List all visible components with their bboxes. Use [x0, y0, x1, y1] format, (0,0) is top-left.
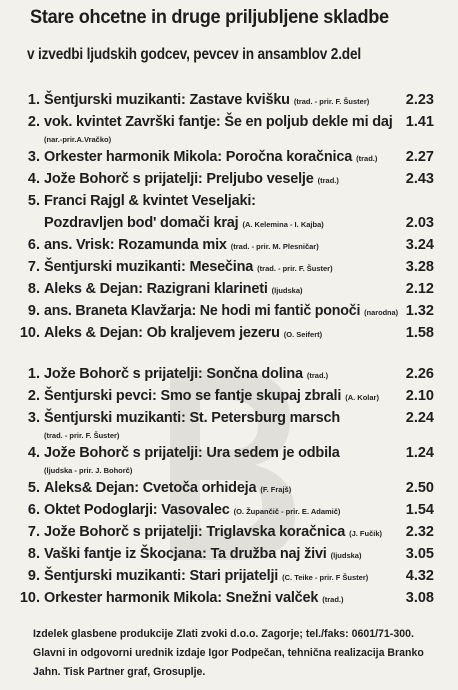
track-title: Šentjurski muzikanti: Zastave kvišku [44, 92, 290, 108]
track-row [0, 234, 458, 256]
track-duration: 2.50 [405, 480, 434, 496]
track-title-wrap [44, 407, 398, 429]
track-number: 10. [19, 590, 40, 606]
track-title: Jože Bohorč s prijatelji: Ura sedem je odbila [44, 445, 340, 461]
credits-footer [33, 625, 436, 682]
track-credit: (nar.-prir.A.Vračko) [44, 135, 112, 144]
track-row [0, 190, 458, 212]
track-duration: 2.10 [405, 388, 434, 404]
track-credit: (trad. - prir. F. Šuster) [257, 264, 333, 273]
track-duration: 1.41 [405, 114, 434, 130]
track-number: 5. [27, 193, 40, 209]
track-number: 6. [27, 237, 40, 253]
track-title-wrap [44, 442, 398, 464]
track-title-wrap [44, 234, 398, 258]
credits-line: Jahn. Tisk Partner graf, Grosuplje. [33, 666, 206, 678]
track-credit: (J. Fučik) [349, 529, 383, 538]
track-number: 2. [27, 388, 40, 404]
track-number: 4. [27, 445, 40, 461]
track-number: 9. [27, 568, 40, 584]
track-duration: 2.12 [405, 281, 434, 297]
track-title: Orkester harmonik Mikola: Snežni valček [44, 590, 319, 606]
track-duration: 2.26 [405, 366, 434, 382]
track-duration: 1.24 [405, 445, 434, 461]
track-number: 3. [27, 149, 40, 165]
track-credit: (trad.) [356, 154, 378, 163]
track-title: Aleks & Dejan: Razigrani klarineti [44, 281, 268, 297]
track-duration: 2.03 [405, 215, 434, 231]
track-credit: (C. Teike - prir. F Šuster) [282, 573, 369, 582]
track-row [0, 256, 458, 278]
track-credit: (trad.) [317, 176, 339, 185]
credits-line: Glavni in odgovorni urednik izdaje Igor Podpečan, tehnična realizacija Branko [33, 647, 424, 659]
track-title-wrap [44, 477, 398, 501]
track-credit: (ljudska) [330, 551, 362, 560]
track-number: 5. [27, 480, 40, 496]
track-title-wrap [44, 521, 398, 545]
track-title: ans. Vrisk: Rozamunda mix [44, 237, 227, 253]
side-b-tracklist [0, 363, 458, 609]
track-title: Oktet Podoglarji: Vasovalec [44, 502, 230, 518]
track-duration: 2.27 [405, 149, 434, 165]
track-row [0, 168, 458, 190]
track-title-wrap [44, 587, 398, 611]
track-duration: 3.28 [405, 259, 434, 275]
page-subtitle: v izvedbi ljudskih godcev, pevcev in ansamblov 2.del [27, 46, 361, 63]
page-title: Stare ohcetne in druge priljubljene skladbe [30, 6, 389, 28]
track-credit: (ljudska) [271, 286, 303, 295]
track-row [0, 300, 458, 322]
track-duration: 4.32 [405, 568, 434, 584]
track-credit: (O. Župančič - prir. E. Adamič) [233, 507, 341, 516]
track-title: Aleks& Dejan: Cvetoča orhideja [44, 480, 257, 496]
track-row [0, 111, 458, 133]
track-title: Jože Bohorč s prijatelji: Sončna dolina [44, 366, 303, 382]
track-title-wrap [44, 322, 398, 346]
track-number: 2. [27, 114, 40, 130]
track-credit: (A. Kolar) [345, 393, 379, 402]
track-title-wrap [44, 278, 398, 302]
track-title: Franci Rajgl & kvintet Veseljaki: [44, 193, 256, 209]
track-duration: 2.24 [405, 410, 434, 426]
track-credit: (trad.) [306, 371, 329, 380]
track-row [0, 363, 458, 385]
track-row [0, 499, 458, 521]
track-title-wrap [44, 565, 398, 589]
track-title-wrap [44, 212, 398, 236]
track-title: Jože Bohorč s prijatelji: Triglavska koračnica [44, 524, 346, 540]
track-title: Orkester harmonik Mikola: Poročna koračnica [44, 149, 353, 165]
track-duration: 3.05 [405, 546, 434, 562]
track-number: 9. [27, 303, 40, 319]
track-number: 1. [27, 92, 40, 108]
track-number: 7. [27, 524, 40, 540]
track-credit: (trad.) [322, 595, 344, 604]
track-title-wrap [44, 543, 398, 567]
track-title: Pozdravljen bod' domači kraj [44, 215, 239, 231]
track-row [0, 565, 458, 587]
track-duration: 2.32 [405, 524, 434, 540]
track-title: Šentjurski pevci: Smo se fantje skupaj zbrali [44, 388, 342, 404]
track-row [0, 212, 458, 234]
track-duration: 2.23 [405, 92, 434, 108]
track-title-wrap [44, 190, 398, 212]
track-row [0, 385, 458, 407]
track-title: Šentjurski muzikanti: Mesečina [44, 259, 254, 275]
track-credit: (trad. - prir. F. Šuster) [293, 97, 370, 106]
track-title: vok. kvintet Završki fantje: Še en poljub dekle mi daj [44, 114, 393, 130]
track-title-wrap [44, 146, 398, 170]
track-duration: 1.32 [405, 303, 434, 319]
track-row [0, 146, 458, 168]
track-title-wrap [44, 363, 398, 387]
track-title: Aleks & Dejan: Ob kraljevem jezeru [44, 325, 280, 341]
track-title: Šentjurski muzikanti: Stari prijatelji [44, 568, 279, 584]
track-credit: (narodna) [364, 308, 399, 317]
track-row [0, 477, 458, 499]
track-credit: (F. Frajš) [260, 485, 292, 494]
side-a-tracklist [0, 89, 458, 344]
track-title-wrap [44, 499, 398, 523]
track-number: 1. [27, 366, 40, 382]
credits-line: Izdelek glasbene produkcije Zlati zvoki d.o.o. Zagorje; tel./faks: 0601/71-300. [33, 628, 414, 640]
track-credit: (ljudska - prir. J. Bohorč) [44, 466, 133, 475]
track-row [0, 278, 458, 300]
track-credit: (A. Kelemina - I. Kajba) [242, 220, 324, 229]
track-row [0, 89, 458, 111]
track-title: ans. Braneta Klavžarja: Ne hodi mi fantič ponoči [44, 303, 361, 319]
track-number: 8. [27, 281, 40, 297]
track-row [0, 543, 458, 565]
track-duration: 3.24 [405, 237, 434, 253]
track-row [0, 322, 458, 344]
track-title: Vaški fantje iz Škocjana: Ta družba naj živi [44, 546, 327, 562]
track-title: Jože Bohorč s prijatelji: Preljubo veselje [44, 171, 314, 187]
track-title-wrap [44, 111, 398, 133]
track-number: 4. [27, 171, 40, 187]
track-row [0, 521, 458, 543]
track-title-wrap [44, 89, 398, 113]
track-duration: 2.43 [405, 171, 434, 187]
track-credit: (trad. - prir. M. Plesničar) [230, 242, 319, 251]
track-row [0, 407, 458, 429]
track-number: 3. [27, 410, 40, 426]
track-number: 10. [19, 325, 40, 341]
track-number: 7. [27, 259, 40, 275]
track-duration: 1.54 [405, 502, 434, 518]
track-row [0, 442, 458, 464]
track-number: 6. [27, 502, 40, 518]
track-title-wrap [44, 300, 399, 324]
track-title: Šentjurski muzikanti: St. Petersburg marsch [44, 410, 340, 426]
track-duration: 1.58 [405, 325, 434, 341]
track-number: 8. [27, 546, 40, 562]
track-title-wrap [44, 385, 398, 409]
track-duration: 3.08 [405, 590, 434, 606]
track-title-wrap [44, 256, 398, 280]
track-credit: (O. Seifert) [283, 330, 323, 339]
track-credit: (trad. - prir. F. Šuster) [44, 431, 120, 440]
track-row [0, 587, 458, 609]
track-title-wrap [44, 168, 398, 192]
